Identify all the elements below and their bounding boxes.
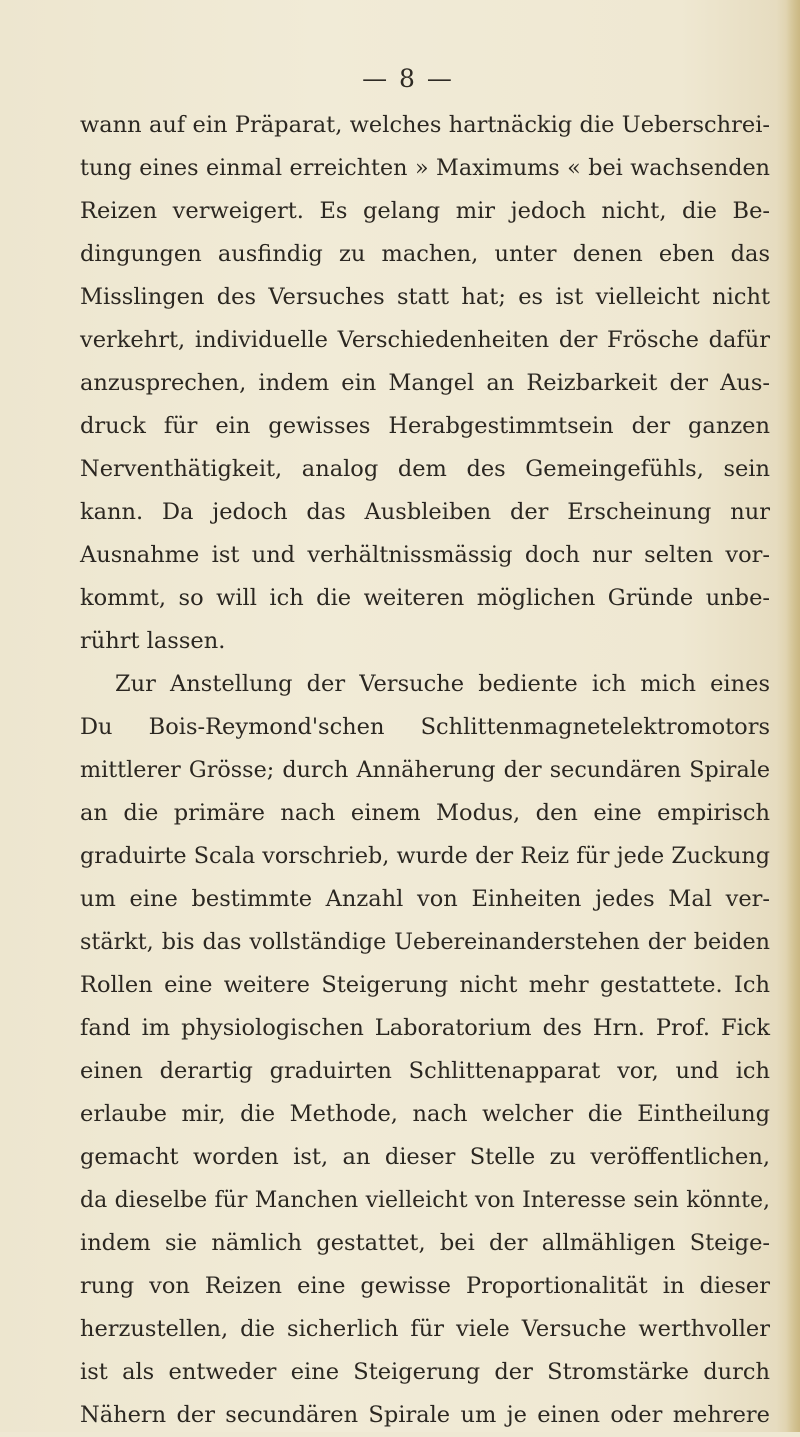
text-line: verkehrt, individuelle Verschiedenheiten der Frösche dafür <box>80 327 770 353</box>
text-line: indem sie nämlich gestattet, bei der allmähligen Steige- <box>80 1230 770 1256</box>
text-line: um eine bestimmte Anzahl von Einheiten jedes Mal ver- <box>80 886 770 912</box>
text-line: herzustellen, die sicherlich für viele Versuche werthvoller <box>80 1316 770 1342</box>
text-line: Misslingen des Versuches statt hat; es ist vielleicht nicht <box>80 284 770 310</box>
text-line: Rollen eine weitere Steigerung nicht mehr gestattete. Ich <box>80 972 770 998</box>
text-line: rührt lassen. <box>80 628 226 654</box>
text-line: ist als entweder eine Steigerung der Stromstärke durch <box>80 1359 770 1385</box>
text-line: Nerventhätigkeit, analog dem des Gemeingefühls, sein <box>80 456 770 482</box>
text-line: Ausnahme ist und verhältnissmässig doch nur selten vor- <box>80 542 770 568</box>
text-line: mittlerer Grösse; durch Annäherung der secundären Spirale <box>80 757 770 783</box>
text-line: da dieselbe für Manchen vielleicht von Interesse sein könnte, <box>80 1188 770 1213</box>
text-line: kann. Da jedoch das Ausbleiben der Erscheinung nur <box>80 499 770 525</box>
body-text <box>80 104 770 1437</box>
text-line: wann auf ein Präparat, welches hartnäckig die Ueberschrei- <box>80 112 770 138</box>
text-line: Du Bois-Reymond'schen Schlittenmagnetelektromotors <box>80 714 770 740</box>
text-line: druck für ein gewisses Herabgestimmtsein der ganzen <box>80 413 770 439</box>
paragraph-2 <box>80 663 770 1437</box>
text-line: anzusprechen, indem ein Mangel an Reizbarkeit der Aus- <box>80 370 770 396</box>
text-line: Reizen verweigert. Es gelang mir jedoch nicht, die Be- <box>80 198 770 224</box>
text-line: gemacht worden ist, an dieser Stelle zu veröffentlichen, <box>80 1144 770 1170</box>
page-edge-shadow <box>786 0 800 1432</box>
paragraph-1 <box>80 104 770 663</box>
page-number: — 8 — <box>362 64 454 93</box>
text-line: fand im physiologischen Laboratorium des Hrn. Prof. Fick <box>80 1015 770 1041</box>
text-line: Nähern der secundären Spirale um je einen oder mehrere <box>80 1402 770 1428</box>
text-line: rung von Reizen eine gewisse Proportionalität in dieser <box>80 1273 770 1299</box>
text-line: einen derartig graduirten Schlittenapparat vor, und ich <box>80 1058 770 1084</box>
text-line: stärkt, bis das vollständige Uebereinanderstehen der beiden <box>80 929 770 955</box>
text-line: Zur Anstellung der Versuche bediente ich mich eines <box>115 671 770 697</box>
text-line: an die primäre nach einem Modus, den eine empirisch <box>80 800 770 826</box>
text-line: graduirte Scala vorschrieb, wurde der Reiz für jede Zuckung <box>80 843 770 869</box>
text-line: erlaube mir, die Methode, nach welcher die Eintheilung <box>80 1101 770 1127</box>
text-line: dingungen ausfindig zu machen, unter denen eben das <box>80 241 770 267</box>
text-line: tung eines einmal erreichten » Maximums « bei wachsenden <box>80 155 770 181</box>
text-line: kommt, so will ich die weiteren möglichen Gründe unbe- <box>80 585 770 611</box>
